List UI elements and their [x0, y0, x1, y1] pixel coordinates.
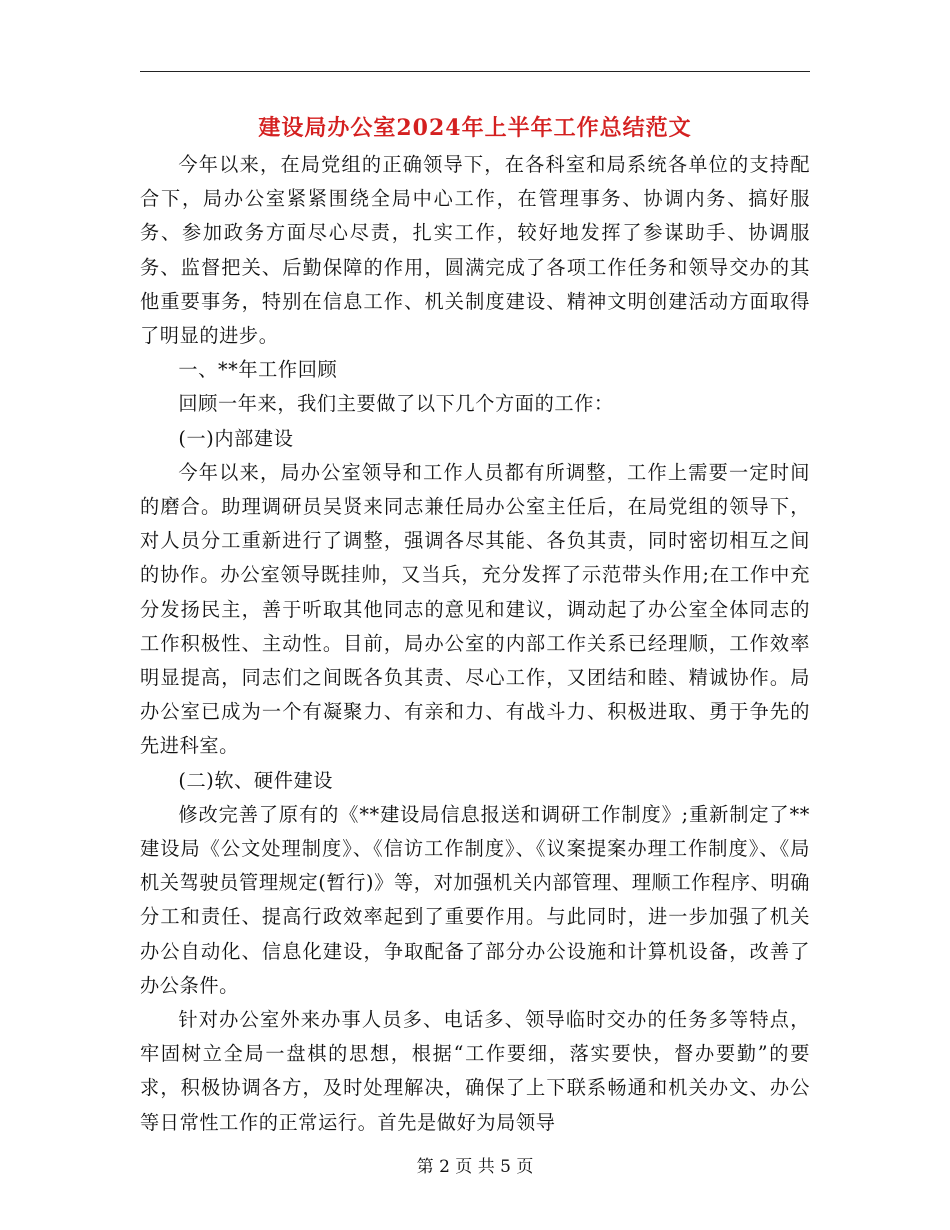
- paragraph-coordination: 针对办公室外来办事人员多、电话多、领导临时交办的任务多等特点，牢固树立全局一盘棋的思想，根据“工作要细，落实要快，督办要勤”的要求，积极协调各方，及时处理解决，确保了上下联系畅通和机关办文、办公等日常性工作的正常运行。首先是做好为局领导: [140, 1008, 810, 1134]
- page-number: 第 2 页 共 5 页: [416, 1157, 534, 1177]
- paragraph-review-lead: 回顾一年来，我们主要做了以下几个方面的工作：: [178, 392, 614, 416]
- document-title: 建设局办公室2024年上半年工作总结范文: [258, 115, 692, 141]
- document-body: [140, 148, 810, 1140]
- section-heading-review: 一、**年工作回顾: [178, 358, 338, 382]
- subsection-heading-internal: (一)内部建设: [178, 426, 294, 450]
- paragraph-regulations: 修改完善了原有的《**建设局信息报送和调研工作制度》;重新制定了**建设局《公文处理制度》、《信访工作制度》、《议案提案办理工作制度》、《局机关驾驶员管理规定(暂行)》等，对加强机关内部管理、理顺工作程序、明确分工和责任、提高行政效率起到了重要作用。与此同时，进一步加强了机关办公自动化、信息化建设，争取配备了部分办公设施和计算机设备，改善了办公条件。: [140, 802, 810, 997]
- paragraph-intro: 今年以来，在局党组的正确领导下，在各科室和局系统各单位的支持配合下，局办公室紧紧围绕全局中心工作，在管理事务、协调内务、搞好服务、参加政务方面尽心尽责，扎实工作，较好地发挥了参谋助手、协调服务、监督把关、后勤保障的作用，圆满完成了各项工作任务和领导交办的其他重要事务，特别在信息工作、机关制度建设、精神文明创建活动方面取得了明显的进步。: [140, 153, 810, 348]
- subsection-heading-software-hardware: (二)软、硬件建设: [178, 768, 334, 792]
- header-rule: [140, 71, 810, 72]
- paragraph-internal-building: 今年以来，局办公室领导和工作人员都有所调整，工作上需要一定时间的磨合。助理调研员吴贤来同志兼任局办公室主任后，在局党组的领导下，对人员分工重新进行了调整，强调各尽其能、各负其责，同时密切相互之间的协作。办公室领导既挂帅，又当兵，充分发挥了示范带头作用;在工作中充分发扬民主，善于听取其他同志的意见和建议，调动起了办公室全体同志的工作积极性、主动性。目前，局办公室的内部工作关系已经理顺，工作效率明显提高，同志们之间既各负其责、尽心工作，又团结和睦、精诚协作。局办公室已成为一个有凝聚力、有亲和力、有战斗力、积极进取、勇于争先的先进科室。: [140, 460, 810, 758]
